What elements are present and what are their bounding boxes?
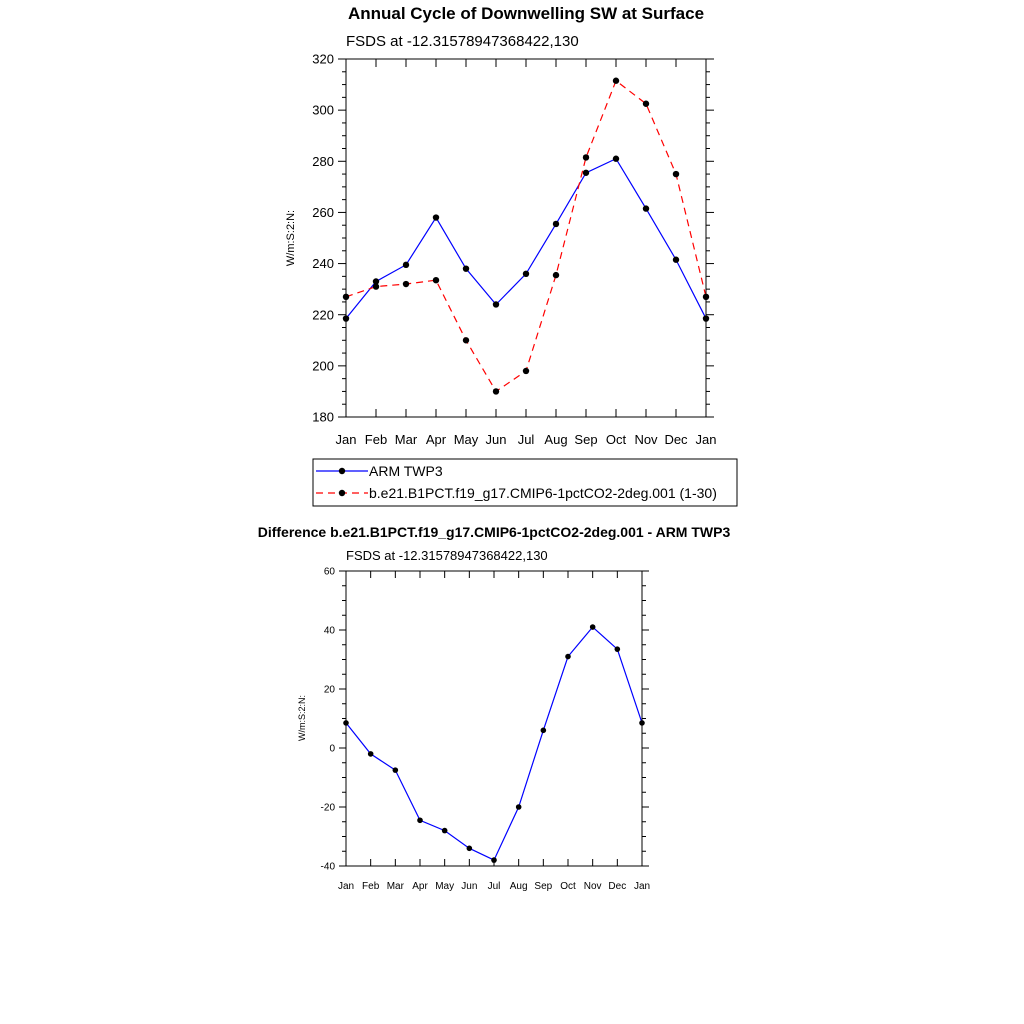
chart2-title: Difference b.e21.B1PCT.f19_g17.CMIP6-1pctCO2-2deg.001 - ARM TWP3	[257, 524, 731, 540]
x-tick-label: Jan	[337, 881, 355, 892]
x-tick-label: Apr	[412, 881, 428, 892]
legend-label-model: b.e21.B1PCT.f19_g17.CMIP6-1pctCO2-2deg.001 (1-30)	[369, 485, 717, 501]
series-0-point	[417, 817, 423, 823]
x-tick-label: Jul	[487, 881, 501, 892]
y-tick-label: 300	[312, 102, 334, 118]
series-1-point	[343, 294, 349, 300]
series-0-point	[643, 205, 649, 211]
series-line-0	[346, 159, 706, 319]
x-tick-label: Jan	[633, 881, 651, 892]
x-tick-label: Apr	[425, 432, 447, 447]
x-tick-label: Jun	[461, 881, 478, 892]
series-0-point	[703, 315, 709, 321]
series-0-point	[433, 214, 439, 220]
series-0-point	[343, 720, 349, 726]
chart1-plot	[312, 52, 716, 447]
x-tick-label: Oct	[605, 432, 627, 447]
x-tick-label: Nov	[583, 881, 602, 892]
series-1-point	[403, 281, 409, 287]
x-tick-label: Jul	[517, 432, 535, 447]
x-tick-label: Feb	[362, 881, 380, 892]
y-tick-label: 40	[323, 625, 335, 637]
y-tick-label: 0	[329, 743, 335, 755]
series-0-point	[343, 315, 349, 321]
series-0-point	[615, 646, 621, 652]
series-line-0	[346, 627, 642, 860]
series-1-point	[373, 283, 379, 289]
x-tick-label: Aug	[544, 432, 568, 447]
series-line-1	[346, 81, 706, 392]
series-1-point	[643, 101, 649, 107]
series-1-point	[463, 337, 469, 343]
series-0-point	[403, 262, 409, 268]
series-0-point	[368, 751, 374, 757]
x-tick-label: Jan	[335, 432, 357, 447]
series-1-point	[523, 368, 529, 374]
legend-marker-arm	[339, 468, 345, 474]
series-0-point	[590, 624, 596, 630]
x-tick-label: Oct	[560, 881, 576, 892]
x-tick-label: Jan	[695, 432, 717, 447]
series-0-point	[553, 221, 559, 227]
series-0-point	[393, 767, 399, 773]
series-0-point	[541, 728, 547, 734]
series-1-point	[703, 294, 709, 300]
chart1-legend	[313, 459, 737, 506]
series-0-point	[639, 720, 645, 726]
x-tick-label: Jun	[485, 432, 507, 447]
x-tick-label: Feb	[364, 432, 388, 447]
legend-label-arm: ARM TWP3	[369, 463, 443, 479]
chart1-subtitle: FSDS at -12.31578947368422,130	[346, 33, 579, 50]
chart2-ylabel: W/m:S:2:N:	[297, 694, 307, 742]
series-0-point	[523, 271, 529, 277]
x-tick-label: May	[453, 432, 479, 447]
series-1-point	[613, 78, 619, 84]
series-0-point	[583, 170, 589, 176]
series-0-point	[613, 156, 619, 162]
legend-marker-model	[339, 490, 345, 496]
y-tick-label: 180	[312, 409, 334, 425]
series-0-point	[467, 846, 473, 852]
y-tick-label: 220	[312, 307, 334, 323]
series-0-point	[673, 257, 679, 263]
series-0-point	[491, 857, 497, 863]
x-tick-label: Dec	[608, 881, 627, 892]
series-0-point	[463, 265, 469, 271]
series-0-point	[493, 301, 499, 307]
series-1-point	[493, 388, 499, 394]
series-0-point	[516, 804, 522, 810]
chart1-title: Annual Cycle of Downwelling SW at Surface	[347, 4, 705, 23]
y-tick-label: 280	[312, 153, 334, 169]
plot-frame	[346, 59, 706, 417]
y-tick-label: -20	[320, 802, 335, 814]
chart2-subtitle: FSDS at -12.31578947368422,130	[346, 548, 548, 563]
series-1-point	[433, 277, 439, 283]
x-tick-label: Sep	[574, 432, 598, 447]
plot-frame	[346, 571, 642, 866]
chart2-plot	[321, 567, 651, 893]
y-tick-label: 200	[312, 358, 334, 374]
y-tick-label: 60	[323, 566, 335, 578]
x-tick-label: Mar	[386, 881, 404, 892]
x-tick-label: Dec	[664, 432, 688, 447]
x-tick-label: Mar	[394, 432, 418, 447]
x-tick-label: Aug	[509, 881, 528, 892]
series-1-point	[583, 154, 589, 160]
chart1-ylabel: W/m:S:2:N:	[285, 209, 297, 267]
x-tick-label: May	[435, 881, 455, 892]
x-tick-label: Sep	[534, 881, 553, 892]
series-1-point	[553, 272, 559, 278]
series-1-point	[673, 171, 679, 177]
y-tick-label: 20	[323, 684, 335, 696]
y-tick-label: -40	[320, 861, 335, 873]
y-tick-label: 320	[312, 51, 334, 67]
series-0-point	[565, 654, 571, 660]
series-0-point	[442, 828, 448, 834]
x-tick-label: Nov	[634, 432, 658, 447]
y-tick-label: 240	[312, 256, 334, 272]
y-tick-label: 260	[312, 204, 334, 220]
